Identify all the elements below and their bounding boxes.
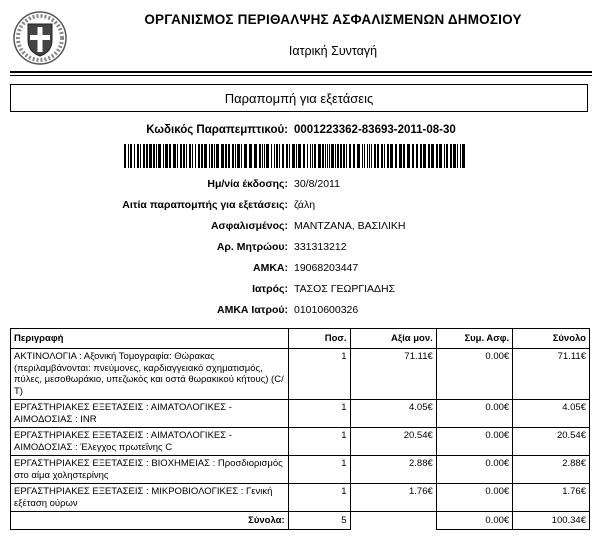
barcode-bar: [254, 144, 257, 168]
col-quantity: Ποσ.: [288, 329, 350, 349]
barcode-bar: [369, 144, 370, 168]
insured-label: Ασφαλισμένος:: [210, 220, 288, 232]
row-insurance-share: 0.00€: [436, 400, 512, 428]
barcode-bar: [331, 144, 334, 168]
barcode-bar: [158, 144, 161, 168]
col-total: Σύνολο: [513, 329, 590, 349]
row-description: ΕΡΓΑΣΤΗΡΙΑΚΕΣ ΕΞΕΤΑΣΕΙΣ : ΑΙΜΑΤΟΛΟΓΙΚΕΣ - ΑΙΜΟΔΟΣΙΑΣ : INR: [11, 400, 289, 428]
row-quantity: 1: [288, 349, 350, 400]
barcode-bar: [165, 144, 168, 168]
exams-table: [10, 328, 590, 530]
barcode-bar: [343, 144, 345, 168]
document-subtitle: Ιατρική Συνταγή: [288, 44, 378, 58]
barcode-bar: [457, 144, 458, 168]
barcode-bar: [124, 144, 126, 168]
barcode-bar: [298, 144, 301, 168]
row-total: 20.54€: [513, 428, 590, 456]
barcode-bar: [264, 144, 265, 168]
barcode-bar: [262, 144, 263, 168]
doctor-label: Ιατρός:: [252, 283, 288, 295]
barcode-bar: [279, 144, 280, 168]
doctor-amka-label: ΑΜΚΑ Ιατρού:: [217, 304, 288, 316]
barcode-bar: [381, 144, 383, 168]
totals-total: 100.34€: [513, 512, 590, 530]
barcode-bar: [228, 144, 230, 168]
referral-title-box: [10, 84, 588, 112]
barcode-bar: [367, 144, 368, 168]
barcode-bar: [399, 144, 402, 168]
barcode-bar: [134, 144, 135, 168]
barcode-bar: [364, 144, 365, 168]
row-description: ΕΡΓΑΣΤΗΡΙΑΚΕΣ ΕΞΕΤΑΣΕΙΣ : ΑΙΜΑΤΟΛΟΓΙΚΕΣ - ΑΙΜΟΔΟΣΙΑΣ : Έλεγχος πρωτεΐνης C: [11, 428, 289, 456]
doctor-amka-value: 01010600326: [294, 304, 359, 316]
barcode-bar: [177, 144, 178, 168]
barcode-bar: [289, 144, 290, 168]
info-row-reason: [0, 199, 602, 213]
issue-date-label: Ημ/νία έκδοσης:: [207, 178, 288, 190]
info-row-doctor-amka: [0, 304, 602, 318]
barcode-bar: [274, 144, 275, 168]
row-unit-value: 71.11€: [350, 349, 436, 400]
barcode-bar: [292, 144, 295, 168]
barcode-bar: [271, 144, 272, 168]
table-row: [11, 456, 590, 484]
barcode-bar: [180, 144, 182, 168]
barcode-bar: [286, 144, 288, 168]
reason-value: ζάλη: [294, 199, 316, 211]
barcode-bar: [241, 144, 242, 168]
barcode-bar: [329, 144, 330, 168]
barcode: [124, 144, 466, 168]
barcode-bar: [266, 144, 269, 168]
row-total: 4.05€: [513, 400, 590, 428]
barcode-bar: [130, 144, 132, 168]
barcode-bar: [232, 144, 234, 168]
barcode-bar: [282, 144, 284, 168]
barcode-bar: [146, 144, 148, 168]
info-row-insured: [0, 220, 602, 234]
barcode-bar: [346, 144, 347, 168]
barcode-bar: [462, 144, 465, 168]
barcode-bar: [450, 144, 452, 168]
barcode-bar: [431, 144, 434, 168]
col-unit-value: Αξία μον.: [350, 329, 436, 349]
table-header-row: [11, 329, 590, 349]
row-description: ΑΚΤΙΝΟΛΟΓΙΑ : Αξονική Τομογραφία: Θώρακας (περιλαμβάνονται: πνεύμονες, καρδιαγγειακό σχηματισμός, πύλες, μεσοθωράκιο, υπεζωκός και οστά θωρακικού κήτους) (C/ T): [11, 349, 289, 400]
row-unit-value: 4.05€: [350, 400, 436, 428]
barcode-bar: [259, 144, 261, 168]
barcode-bar: [198, 144, 200, 168]
barcode-bar: [244, 144, 247, 168]
barcode-bar: [340, 144, 342, 168]
barcode-bar: [192, 144, 193, 168]
row-quantity: 1: [288, 484, 350, 512]
barcode-bar: [314, 144, 316, 168]
row-insurance-share: 0.00€: [436, 456, 512, 484]
barcode-bar: [169, 144, 171, 168]
barcode-bar: [303, 144, 305, 168]
barcode-bar: [209, 144, 210, 168]
reason-label: Αιτία παραπομπής για εξετάσεις:: [122, 199, 288, 211]
row-quantity: 1: [288, 400, 350, 428]
barcode-bar: [296, 144, 297, 168]
row-unit-value: 20.54€: [350, 428, 436, 456]
header-divider: [10, 71, 592, 73]
barcode-bar: [362, 144, 363, 168]
barcode-bar: [384, 144, 385, 168]
totals-row: [11, 512, 590, 530]
table-row: [11, 428, 590, 456]
barcode-bar: [183, 144, 185, 168]
totals-empty-cell: [350, 512, 436, 530]
row-total: 71.11€: [513, 349, 590, 400]
row-total: 1.76€: [513, 484, 590, 512]
row-insurance-share: 0.00€: [436, 428, 512, 456]
barcode-bar: [128, 144, 129, 168]
barcode-bar: [403, 144, 405, 168]
row-total: 2.88€: [513, 456, 590, 484]
referral-title: Παραπομπή για εξετάσεις: [224, 90, 374, 106]
barcode-bar: [156, 144, 157, 168]
row-quantity: 1: [288, 456, 350, 484]
row-description: ΕΡΓΑΣΤΗΡΙΑΚΕΣ ΕΞΕΤΑΣΕΙΣ : ΜΙΚΡΟΒΙΟΛΟΓΙΚΕΣ : Γενική εξέταση ούρων: [11, 484, 289, 512]
registry-value: 331313212: [294, 241, 347, 253]
barcode-bar: [395, 144, 397, 168]
table-row: [11, 400, 590, 428]
barcode-bar: [312, 144, 313, 168]
barcode-bar: [237, 144, 240, 168]
barcode-bar: [349, 144, 351, 168]
barcode-bar: [322, 144, 324, 168]
barcode-bar: [249, 144, 252, 168]
barcode-bar: [216, 144, 219, 168]
barcode-bar: [407, 144, 410, 168]
totals-label: Σύνολα:: [11, 512, 289, 530]
col-description: Περιγραφή: [11, 329, 289, 349]
barcode-bar: [444, 144, 445, 168]
organization-title: ΟΡΓΑΝΙΣΜΟΣ ΠΕΡΙΘΑΛΨΗΣ ΑΣΦΑΛΙΣΜΕΝΩΝ ΔΗΜΟΣΙΟΥ: [144, 12, 522, 27]
row-unit-value: 1.76€: [350, 484, 436, 512]
greek-emblem-icon: [12, 10, 68, 66]
barcode-bar: [173, 144, 176, 168]
row-unit-value: 2.88€: [350, 456, 436, 484]
barcode-bar: [143, 144, 145, 168]
totals-insurance-share: 0.00€: [436, 512, 512, 530]
referral-code-label: Κωδικός Παραπεμπτικού:: [146, 124, 288, 136]
barcode-bar: [371, 144, 372, 168]
barcode-bar: [335, 144, 336, 168]
barcode-bar: [221, 144, 224, 168]
barcode-bar: [412, 144, 414, 168]
barcode-bar: [310, 144, 311, 168]
header-divider-thin: [10, 75, 592, 76]
col-insurance-share: Συμ. Ασφ.: [436, 329, 512, 349]
barcode-bar: [325, 144, 326, 168]
barcode-bar: [377, 144, 379, 168]
barcode-bar: [460, 144, 461, 168]
barcode-bar: [214, 144, 215, 168]
barcode-bar: [446, 144, 448, 168]
table-row: [11, 484, 590, 512]
info-row-amka: [0, 262, 602, 276]
barcode-bar: [357, 144, 360, 168]
doctor-value: ΤΑΣΟΣ ΓΕΩΡΓΙΑΔΗΣ: [294, 283, 396, 295]
barcode-bar: [318, 144, 321, 168]
info-row-issue-date: [0, 178, 602, 192]
row-insurance-share: 0.00€: [436, 484, 512, 512]
barcode-bar: [235, 144, 236, 168]
barcode-bar: [149, 144, 152, 168]
barcode-bar: [390, 144, 393, 168]
barcode-bar: [428, 144, 430, 168]
row-quantity: 1: [288, 428, 350, 456]
info-row-doctor: [0, 283, 602, 297]
issue-date-value: 30/8/2011: [294, 178, 340, 190]
barcode-bar: [195, 144, 196, 168]
barcode-bar: [337, 144, 339, 168]
barcode-bar: [436, 144, 438, 168]
barcode-bar: [423, 144, 426, 168]
barcode-bar: [186, 144, 187, 168]
barcode-bar: [353, 144, 355, 168]
amka-label: ΑΜΚΑ:: [253, 262, 288, 274]
barcode-bar: [416, 144, 418, 168]
barcode-bar: [211, 144, 213, 168]
barcode-bar: [225, 144, 227, 168]
barcode-bar: [420, 144, 422, 168]
barcode-bar: [374, 144, 376, 168]
barcode-bar: [163, 144, 164, 168]
info-row-registry: [0, 241, 602, 255]
totals-quantity: 5: [288, 512, 350, 530]
barcode-bar: [439, 144, 442, 168]
amka-value: 19068203447: [294, 262, 359, 274]
barcode-bar: [189, 144, 191, 168]
barcode-bar: [307, 144, 308, 168]
insured-value: ΜΑΝΤΖΑΝΑ, ΒΑΣΙΛΙΚΗ: [294, 220, 406, 232]
barcode-bar: [140, 144, 141, 168]
barcode-bar: [387, 144, 389, 168]
barcode-bar: [276, 144, 278, 168]
barcode-bar: [453, 144, 456, 168]
barcode-bar: [327, 144, 328, 168]
row-description: ΕΡΓΑΣΤΗΡΙΑΚΕΣ ΕΞΕΤΑΣΕΙΣ : ΒΙΟΧΗΜΕΙΑΣ : Προσδιορισμός στο αίμα χοληστερίνης: [11, 456, 289, 484]
barcode-bar: [201, 144, 203, 168]
barcode-bar: [204, 144, 207, 168]
referral-code-value: 0001223362-83693-2011-08-30: [294, 124, 456, 136]
barcode-bar: [137, 144, 139, 168]
table-row: [11, 349, 590, 400]
barcode-bar: [153, 144, 155, 168]
row-insurance-share: 0.00€: [436, 349, 512, 400]
registry-label: Αρ. Μητρώου:: [216, 241, 288, 253]
